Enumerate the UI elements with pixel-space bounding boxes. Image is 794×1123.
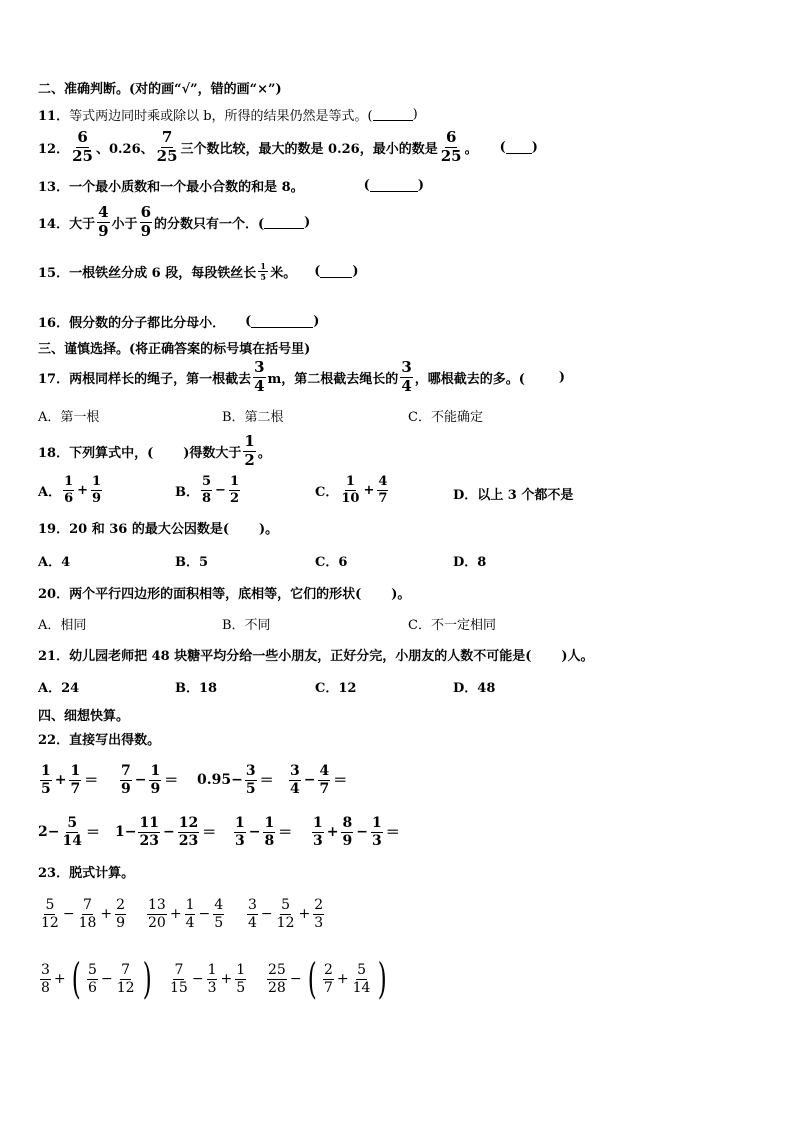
answer-blank[interactable]: [251, 315, 313, 328]
question-22: 22． 直接写出得数。: [38, 733, 161, 748]
q22-expr-8: $\frac{1}{3}$ + $\frac{8}{9}$ − $\frac{1}{3}$ ＝: [313, 815, 400, 849]
section-3-title: 三、谨慎选择。(将正确答案的标号填在括号里): [38, 342, 311, 357]
answer-blank[interactable]: [506, 141, 532, 154]
q18-option-c[interactable]: C． $\frac{1}{10}$ + $\frac{4}{7}$: [315, 474, 388, 506]
q20-option-b[interactable]: B．不同: [222, 618, 271, 633]
q21-option-a[interactable]: A．24: [38, 681, 80, 696]
question-21: 21． 幼儿园老师把 48 块糖平均分给一些小朋友，正好分完，小朋友的人数不可能是( )人。: [38, 649, 594, 664]
q22-expr-3: 0.95− $\frac{3}{5}$ ＝: [197, 763, 274, 797]
q23-expr-2: $\frac{13}{20}$ + $\frac{1}{4}$ − $\frac{4}{5}$: [148, 897, 224, 931]
answer-blank[interactable]: [320, 265, 352, 278]
question-15: 15． 一根铁丝分成 6 段，每段铁丝长 $\frac{1}{5}$ 米。 ( ): [38, 261, 359, 283]
q18-option-d[interactable]: D．以上 3 个都不是: [453, 488, 574, 503]
question-20: 20． 两个平行四边形的面积相等，底相等，它们的形状( )。: [38, 587, 411, 602]
q17-option-b[interactable]: B．第二根: [222, 410, 284, 425]
question-16: 16． 假分数的分子都比分母小． ( ): [38, 314, 320, 331]
section-2-title: 二、准确判断。(对的画“√”，错的画“×”): [38, 82, 282, 97]
question-11: 11． 等式两边同时乘或除以 b，所得的结果仍然是等式。( ): [38, 107, 418, 124]
section-4-title: 四、细想快算。: [38, 709, 130, 724]
q18-option-a[interactable]: A． $\frac{1}{6}$ + $\frac{1}{9}$: [38, 474, 102, 506]
q20-option-a[interactable]: A．相同: [38, 618, 87, 633]
q23-expr-5: $\frac{7}{15}$ − $\frac{1}{3}$ + $\frac{1}{5}$: [170, 962, 246, 996]
q23-expr-3: $\frac{3}{4}$ − $\frac{5}{12}$ + $\frac{2}{3}$: [248, 897, 324, 931]
answer-blank[interactable]: [264, 216, 304, 229]
question-14: 14． 大于 $\frac{4}{9}$ 小于 $\frac{6}{9}$ 的分数只有一个．( ): [38, 203, 311, 240]
question-12: 12． $\frac{6}{25}$ 、0.26、 $\frac{7}{25}$ 三个数比较，最大的数是 0.26，最小的数是 $\frac{6}{25}$ 。 ( ): [38, 128, 538, 165]
q22-expr-5: 2− $\frac{5}{14}$ ＝: [38, 815, 100, 849]
q19-option-b[interactable]: B．5: [175, 555, 209, 570]
question-23: 23． 脱式计算。: [38, 866, 135, 881]
q17-option-a[interactable]: A．第一根: [38, 410, 100, 425]
q22-expr-6: 1− $\frac{11}{23}$ − $\frac{12}{23}$ ＝: [115, 815, 217, 849]
q22-expr-1: $\frac{1}{5}$ + $\frac{1}{7}$ ＝: [41, 763, 99, 797]
q23-expr-6: $\frac{25}{28}$ − ( $\frac{2}{7}$ + $\frac{5}{14}$ ): [268, 954, 388, 1003]
question-13: 13． 一个最小质数和一个最小合数的和是 8。 ( ): [38, 178, 424, 195]
q19-option-a[interactable]: A．4: [38, 555, 71, 570]
q20-option-c[interactable]: C．不一定相同: [408, 618, 496, 633]
question-17: 17． 两根同样长的绳子，第一根截去 $\frac{3}{4}$ m，第二根截去绳长的 $\frac{3}{4}$ ，哪根截去的多。( ): [38, 358, 566, 395]
q22-expr-7: $\frac{1}{3}$ − $\frac{1}{8}$ ＝: [235, 815, 293, 849]
answer-blank[interactable]: [370, 179, 418, 192]
q22-expr-4: $\frac{3}{4}$ − $\frac{4}{7}$ ＝: [290, 763, 348, 797]
q17-option-c[interactable]: C．不能确定: [408, 410, 483, 425]
q23-expr-1: $\frac{5}{12}$ − $\frac{7}{18}$ + $\frac{2}{9}$: [41, 897, 126, 931]
q23-expr-4: $\frac{3}{8}$ + ( $\frac{5}{6}$ − $\frac{7}{12}$ ): [41, 954, 152, 1003]
answer-blank[interactable]: [373, 108, 413, 121]
question-19: 19． 20 和 36 的最大公因数是( )。: [38, 522, 279, 537]
q22-expr-2: $\frac{7}{9}$ − $\frac{1}{9}$ ＝: [121, 763, 179, 797]
q19-option-d[interactable]: D．8: [453, 555, 487, 570]
q19-option-c[interactable]: C．6: [315, 555, 348, 570]
question-18: 18． 下列算式中，( )得数大于 $\frac{1}{2}$ 。: [38, 432, 271, 469]
q18-option-b[interactable]: B． $\frac{5}{8}$ − $\frac{1}{2}$: [175, 474, 239, 506]
q21-option-b[interactable]: B．18: [175, 681, 218, 696]
q21-option-c[interactable]: C．12: [315, 681, 357, 696]
q21-option-d[interactable]: D．48: [453, 681, 496, 696]
